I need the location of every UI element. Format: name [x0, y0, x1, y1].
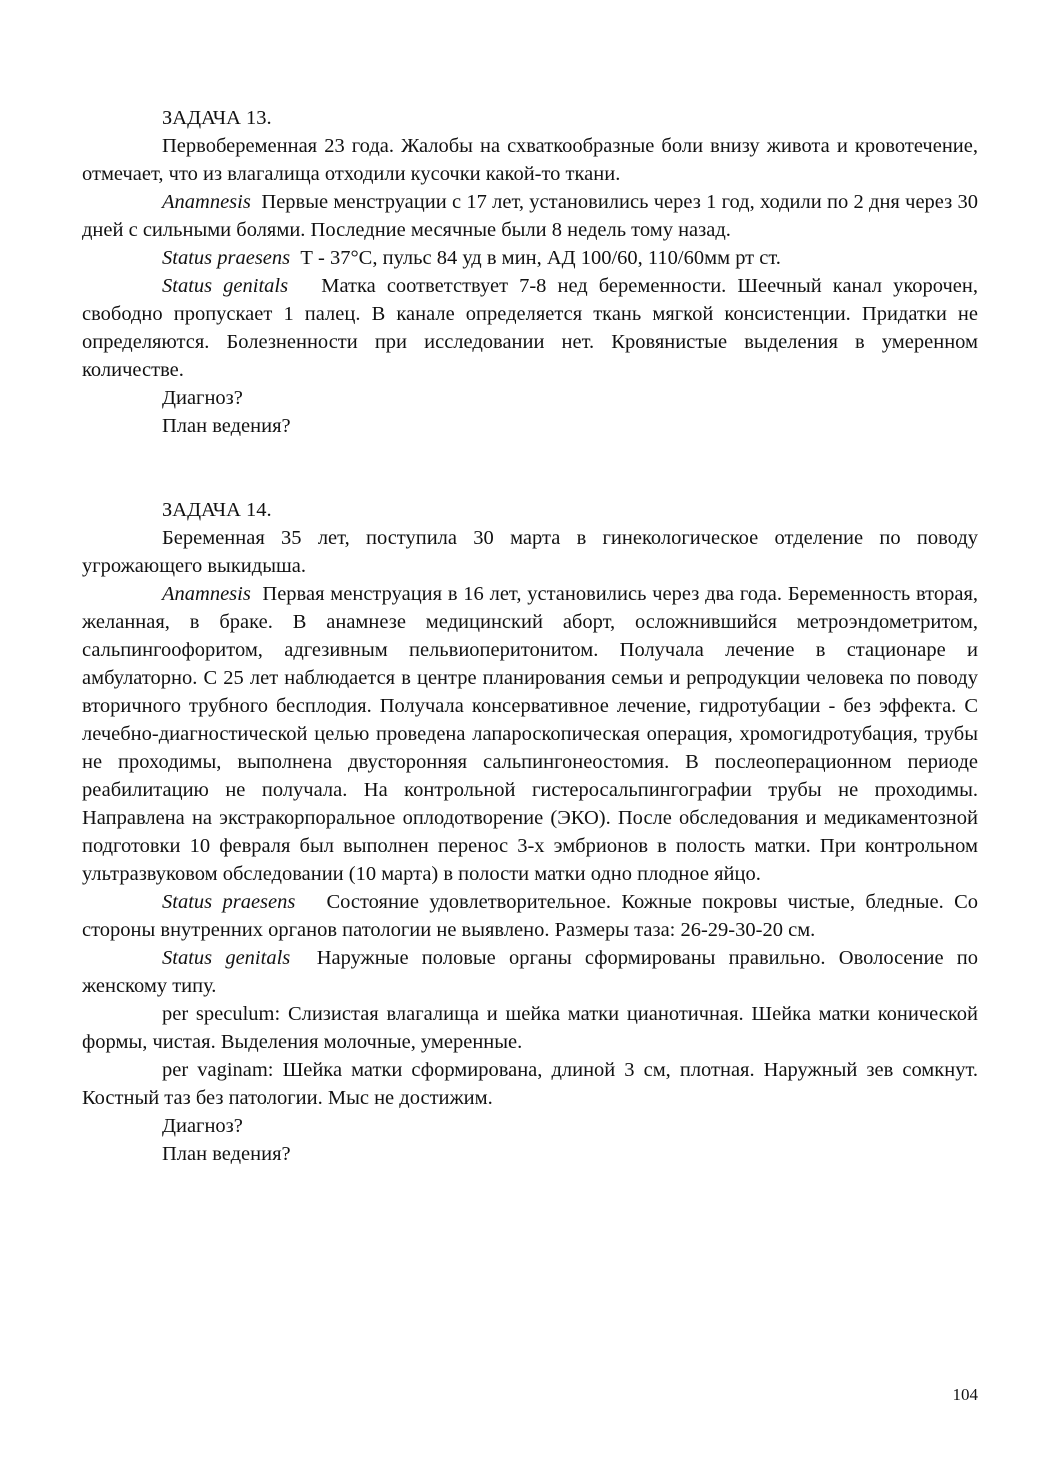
- anamnesis-paragraph: [82, 188, 978, 244]
- document-page: [82, 104, 978, 1168]
- anamnesis-label: Anamnesis: [162, 191, 251, 213]
- status-praesens-text: Т - 37°С, пульс 84 уд в мин, АД 100/60, 110/60мм рт ст.: [300, 247, 781, 269]
- status-praesens-paragraph: [82, 244, 978, 272]
- status-genitals-text: Матка соответствует 7-8 нед беременности. Шеечный канал укорочен, свободно пропускает 1 палец. В канале определяется ткань мягкой консистенции. Придатки не определяются. Болезненности при исследовании нет. Кровянистые выделения в умеренном количестве.: [82, 275, 978, 381]
- status-genitals-label: Status genitals: [162, 275, 289, 297]
- per-vaginam-label: per vaginam:: [162, 1059, 274, 1081]
- per-speculum-text: Слизистая влагалища и шейка матки цианотичная. Шейка матки конической формы, чистая. Выделения молочные, умеренные.: [82, 1003, 978, 1053]
- task-title: ЗАДАЧА 14.: [162, 499, 272, 521]
- per-speculum-label: per speculum:: [162, 1003, 281, 1025]
- status-genitals-text: Наружные половые органы сформированы правильно. Оволосение по женскому типу.: [82, 947, 978, 997]
- task-complaints: Первобеременная 23 года. Жалобы на схваткообразные боли внизу живота и кровотечение, отмечает, что из влагалища отходили кусочки какой-то ткани.: [82, 135, 978, 185]
- task-complaints: Беременная 35 лет, поступила 30 марта в гинекологическое отделение по поводу угрожающего выкидыша.: [82, 527, 978, 577]
- status-praesens-paragraph: [82, 888, 978, 944]
- question-diagnosis: Диагноз?: [162, 387, 243, 409]
- per-vaginam-text: Шейка матки сформирована, длиной 3 см, плотная. Наружный зев сомкнут. Костный таз без патологии. Мыс не достижим.: [82, 1059, 979, 1109]
- page-number: 104: [952, 1385, 978, 1404]
- anamnesis-text: Первые менструации с 17 лет, установились через 1 год, ходили по 2 дня через 30 дней с сильными болями. Последние месячные были 8 недель тому назад.: [82, 191, 979, 241]
- anamnesis-paragraph: [82, 580, 978, 888]
- status-genitals-paragraph: [82, 272, 978, 384]
- status-genitals-label: Status genitals: [162, 947, 291, 969]
- task-14: [82, 496, 978, 1168]
- status-genitals-paragraph: [82, 944, 978, 1000]
- task-title: ЗАДАЧА 13.: [162, 107, 272, 129]
- status-praesens-text: Состояние удовлетворительное. Кожные покровы чистые, бледные. Со стороны внутренних органов патологии не выявлено. Размеры таза: 26-29-30-20 см.: [82, 891, 978, 941]
- anamnesis-text: Первая менструация в 16 лет, установились через два года. Беременность вторая, желанная, в браке. В анамнезе медицинский аборт, осложнившийся метроэндометритом, сальпингоофоритом, адгезивным пельвиоперитонитом. Получала лечение в стационаре и амбулаторно. С 25 лет наблюдается в центре планирования семьи и репродукции человека по поводу вторичного трубного бесплодия. Получала консервативное лечение, гидротубации - без эффекта. С лечебно-диагностической целью проведена лапароскопическая операция, хромогидротубация, трубы не проходимы, выполнена двусторонняя сальпингонеостомия. В послеоперационном периоде реабилитацию не получала. На контрольной гистеросальпингографии трубы не проходимы. Направлена на экстракорпоральное оплодотворение (ЭКО). После обследования и медикаментозной подготовки 10 февраля был выполнен перенос 3-х эмбрионов в полость матки. При контрольном ультразвуковом обследовании (10 марта) в полости матки одно плодное яйцо.: [82, 583, 979, 885]
- question-plan: План ведения?: [162, 1143, 291, 1165]
- question-diagnosis: Диагноз?: [162, 1115, 243, 1137]
- per-vaginam-paragraph: [82, 1056, 978, 1112]
- question-plan: План ведения?: [162, 415, 291, 437]
- status-praesens-label: Status praesens: [162, 891, 296, 913]
- anamnesis-label: Anamnesis: [162, 583, 251, 605]
- task-13: [82, 104, 978, 440]
- status-praesens-label: Status praesens: [162, 247, 291, 269]
- per-speculum-paragraph: [82, 1000, 978, 1056]
